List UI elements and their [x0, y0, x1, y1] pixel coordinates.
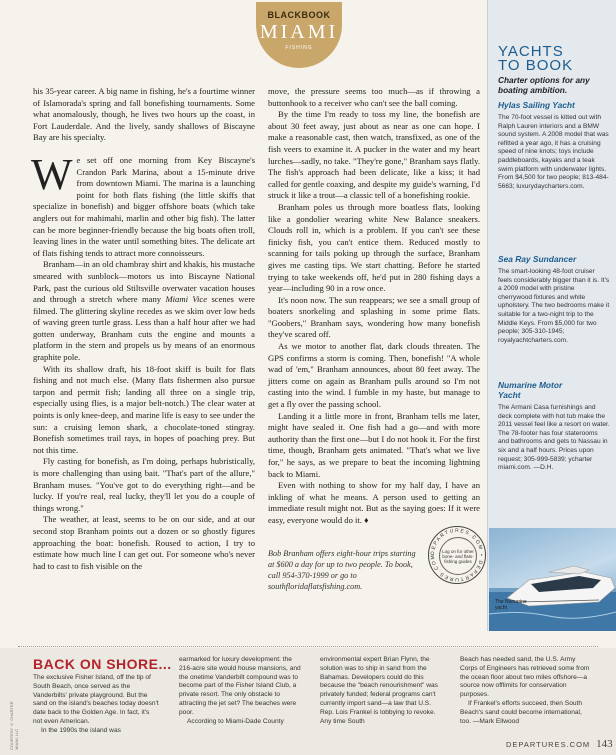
back-on-shore-column-3: environmental expert Brian Flynn, the solution was to ship in sand from the Bahamas. Developers could do this because the "beach renourishment" was privately funded; federal programs can't currently import sand—a law that U.S. Rep. Lois Frankel is lobbying to revoke. Any time South — [320, 656, 438, 725]
drop-cap: W — [31, 149, 73, 199]
blackbook-miami-badge — [256, 2, 342, 68]
sidebar-subtitle: Charter options for any boating ambition. — [498, 75, 590, 95]
yacht-name-numarine: Numarine Motor Yacht — [498, 380, 563, 400]
article-paragraph: It's noon now. The sun reappears; we see a small group of boaters snorkeling and splashing in some prime flats. "Goobers," Branham says, wondering how many bonefish they've scared off. — [268, 294, 480, 340]
back-on-shore-column-1: The exclusive Fisher Island, off the tip of South Beach, once served as the Vanderbilts' private playground. But the sand on the island's beaches today doesn't date back to the Golden Age. In fact, it's not even American. In the 1990s the island was — [33, 674, 159, 734]
back-on-shore-column-2: earmarked for luxury development: the 216-acre site would house mansions, and the onetime Vanderbilt compound was to become part of the Fisher Island Club, a private resort. The only obstacle to attracting the jet set? The beaches were poor. According to Miami-Dade County — [179, 656, 301, 725]
yacht-name-hylas: Hylas Sailing Yacht — [498, 100, 575, 110]
yacht-desc-sea-ray: The smart-looking 48-foot cruiser feels considerably bigger than it is. It's a 2009 model with pristine cherrywood fixtures and white upholstery. The two bedrooms make it suitable for a two-night trip to the Middle Keys. From $5,000 for two people; 305-310-1945; royalyachtcharters.com. — [498, 268, 610, 344]
article-intro: his 35-year career. A big name in fishing, he's a fourtime winner of Islamorada's spring and fall bonefishing tournaments. Some what anomalously, though, he lives two hours up the coast, in Fort Lauderdale. And the lively, sandy shallows of Biscayne Bay are his specialty. — [33, 86, 255, 143]
article-paragraph: We set off one morning from Key Biscayne's Crandon Park Marina, about a 15-minute drive from downtown Miami. The marina is a launching point for both flats fishing (the little skiffs that specialize in bonefish) and bigger offshore boats (which take anglers out for mahimahi, marlin and other big fish). The latter can be more beginner-friendly because the big boats often troll, leaving lines in the water until something bites. The delicate art of flats fishing tends to attract more connoisseurs. — [31, 149, 255, 258]
article-paragraph: Branham poles us through more boatless flats, looking like a gondolier wearing white New Balance sneakers. Clouds roll in, which is a problem. If you can't see these finicky fish, you can't entice them. Reduced mostly to scanning for tails poking up through the surface, Branham gives me casting tips. We start chatting. Before he started trying to take weekends off, he'd put in 280 fishing days a year—including 90 in a row once. — [268, 201, 480, 294]
badge-line1: BLACKBOOK — [267, 10, 331, 20]
yacht-desc-hylas: The 70-foot vessel is kitted out with Ralph Lauren interiors and a BMW sound system. A 2008 model that was refitted a year ago, it has a cruising speed of nine knots; toys include paddleboards, kayaks and a teak swim platform with underwater lights. From $4,500 for two people; 813-484-5663; luxurydaycharters.com. — [498, 114, 609, 190]
sidebar-title: YACHTS TO BOOK — [498, 43, 574, 74]
article-paragraph: move, the pressure seems too much—as if throwing a buttonhook to a receiver who can't see the ball coming. — [268, 86, 480, 108]
article-paragraph: Fly casting for bonefish, as I'm doing, perhaps hubristically, is more challenging than using bait. "That's part of the allure," Branham muses. "You've got to do everything right—and be lucky. If you're real, real lucky, they'll let you do a couple of things wrong." — [33, 456, 255, 513]
svg-text:DEPARTURES.COM • DEPARTURES.CO: DEPARTURES.COM • DEPARTURES.COM — [429, 527, 485, 583]
badge-line3: FISHING — [285, 45, 313, 51]
yacht-illustration — [489, 528, 616, 631]
seal-inner-text: Log on for other bone- and flats-fishing guides — [439, 537, 477, 575]
article-paragraph: Landing it a little more in front, Branham tells me later, might have sealed it. One fish had a go—and with more authority than the first one—but I do not hook it. For the first time, though, Branham gets animated. "That's what we live for," he says, as we prepare to beat the incoming lightning back to Miami. — [268, 410, 480, 479]
article-column-1 — [33, 86, 255, 572]
section-divider — [18, 646, 598, 647]
article-paragraph: As we motor to another flat, dark clouds threaten. The GPS confirms a storm is coming. Then, bonefish! "A whole wad of 'em," Branham announces, about 80 feet away. The jitters come on again as Branham pulls around so I'm not casting into the wind. I fumble in my haste, but manage to get a fly over the passing school. — [268, 341, 480, 410]
yacht-desc-numarine: The Armani Casa furnishings and deck complete with hot tub make the 2011 vessel feel like a resort on water. The 78-footer has four staterooms and bathrooms and gets to Nassau in six and a half hours. Prices upon request; 305-999-5839; ycharter miami.com. —D.H. — [498, 404, 610, 472]
page-footer — [506, 738, 613, 750]
yacht-photo — [489, 528, 616, 631]
site-name: DEPARTURES.COM — [506, 740, 591, 749]
departures-seal — [428, 526, 486, 584]
page-number: 143 — [596, 738, 613, 750]
article-paragraph: Branham—in an old chambray shirt and khakis, his mustache smeared with sunblock—motors us into Biscayne National Park, past the curious old Stiltsville overwater vacation houses and through a stretch where many Miami Vice scenes were filmed. The glittering skyline recedes as we skim over low beds of waving green turtle grass. Less than a half hour after we had gotten underway, Branham cuts the engine and mounts a platform in the stern and propels us by means of an enormous graphite pole. — [33, 259, 255, 363]
article-paragraph: The weather, at least, seems to be on our side, and at our second stop Branham points out a dozen or so ghostly figures approaching the boat: bonefish. Roused to action, I try to estimate how much line I can get out. For someone who's never had to cast to fish visible on the — [33, 514, 255, 571]
yacht-name-sea-ray: Sea Ray Sundancer — [498, 254, 577, 264]
article-paragraph: By the time I'm ready to toss my line, the bonefish are about 30 feet away, just about as near as one can hope. I make a reasonable cast, then watch, transfixed, as one of the fish veers to examine it. A pucker in the water and my heart lurches—sadly, no take. "They're gone," Branham says flatly. The fish's approach had been delicate, like a kiss; it had called for gentle coaxing, and despite my guide's warning, I'd struck it like a trout—a classic tell of a bonefishing rookie. — [268, 109, 480, 201]
photo-credit: COURTESY © CHARTER MIAMI, LLC — [9, 701, 19, 750]
back-on-shore-title: BACK ON SHORE... — [33, 656, 172, 672]
article-column-2 — [268, 86, 480, 527]
back-on-shore-column-4: Beach has needed sand, the U.S. Army Corps of Engineers has retrieved some from the ocean floor about two miles offshore—a source now offlimits for conservation purposes. If Frankel's efforts succeed, then South Beach's sand could become international, too. —Mark Ellwood — [460, 656, 590, 725]
article-paragraph: Even with nothing to show for my half day, I have an inkling of what he means. A person used to getting an immediate result might not. But as the saying goes: If it were easy, everyone would do it. ♦ — [268, 480, 480, 525]
photo-caption: The Numarine yacht — [495, 599, 527, 611]
badge-line2: MIAMI — [259, 21, 339, 43]
booking-info: Bob Branham offers eight-hour trips starting at $600 a day for up to two people. To book, call 954-370-1999 or go to southfloridaflatsfishing.com. — [268, 549, 416, 591]
article-paragraph: With its shallow draft, his 18-foot skiff is built for flats fishing and not much else. (Many flats fishermen also pursue tarpon and permit fish; landing all three on a single trip, especially using flies, is a major belt-notch.) The clear water at points is only knee-deep, and marine life is easy to see under the sun: a cruising lemon shark, a chocolate-toned stingray. Bonefish sometimes trail rays, in hopes of poaching prey. But not this time. — [33, 363, 255, 455]
